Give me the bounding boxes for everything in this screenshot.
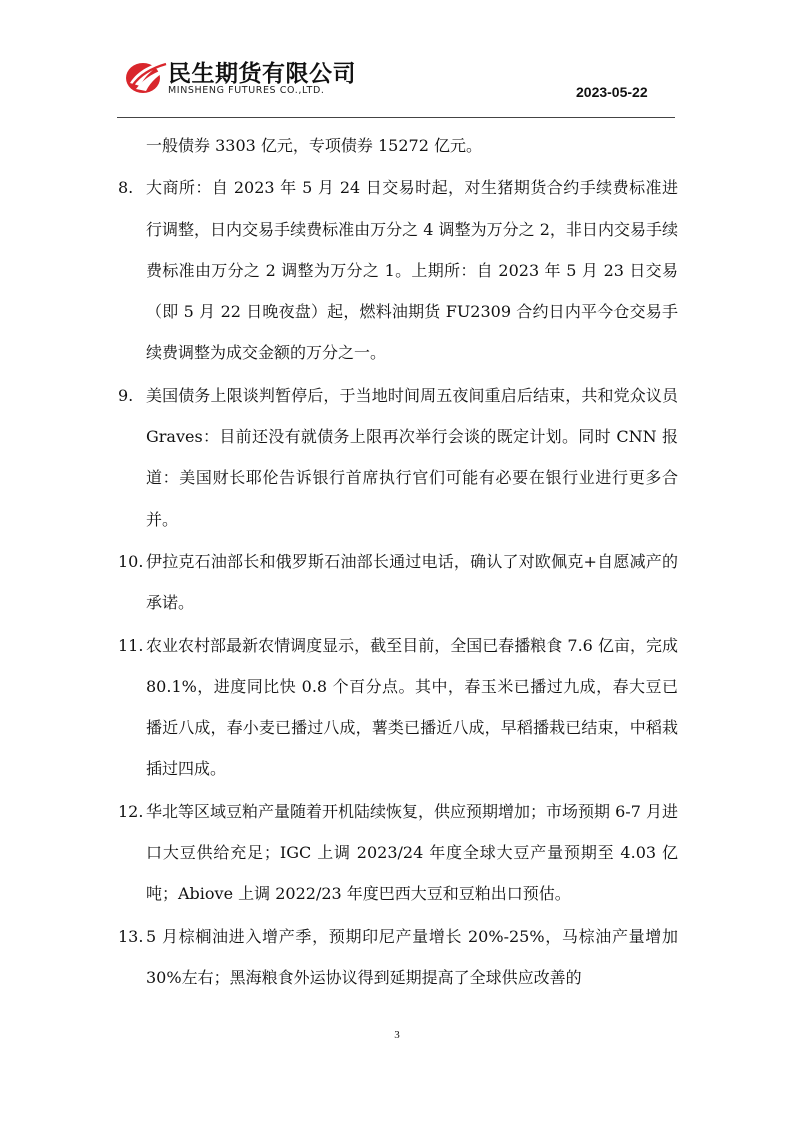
list-item-number: 8. bbox=[118, 178, 134, 198]
page-header bbox=[0, 0, 794, 120]
lead-paragraph: 一般债券 3303 亿元，专项债券 15272 亿元。 bbox=[146, 136, 482, 155]
list-item bbox=[118, 167, 678, 373]
list-item-text: 大商所：自 2023 年 5 月 24 日交易时起，对生猪期货合约手续费标准进行调整，日内交易手续费标准由万分之 4 调整为万分之 2，非日内交易手续费标准由万分之 2 调整为万分之 1。上期所：自 2023 年 5 月 23 日交易（即 5 月 22 日晚夜盘）起，燃料油期货 FU2309 合约日内平今仓交易手续费调整为成交金额的万分之一。 bbox=[146, 178, 678, 363]
list-item-number: 9. bbox=[118, 385, 134, 405]
list-item-text: 农业农村部最新农情调度显示，截至目前，全国已春播粮食 7.6 亿亩，完成 80.1%，进度同比快 0.8 个百分点。其中，春玉米已播过九成，春大豆已播近八成，春小麦已播过八成，薯类已播近八成，早稻播栽已结束，中稻栽插过四成。 bbox=[146, 635, 678, 779]
list-item bbox=[118, 541, 678, 624]
list-item-number: 13. bbox=[118, 926, 144, 946]
list-item-text: 华北等区域豆粕产量随着开机陆续恢复，供应预期增加；市场预期 6-7 月进口大豆供给充足；IGC 上调 2023/24 年度全球大豆产量预期至 4.03 亿吨；Abiove 上调 2022/23 年度巴西大豆和豆粕出口预估。 bbox=[146, 801, 678, 904]
header-divider bbox=[117, 117, 675, 118]
list-item bbox=[118, 791, 678, 915]
document-body bbox=[118, 125, 678, 998]
report-date: 2023-05-22 bbox=[576, 84, 648, 100]
list-item-text: 5 月棕榈油进入增产季，预期印尼产量增长 20%-25%，马棕油产量增加 30%左右；黑海粮食外运协议得到延期提高了全球供应改善的 bbox=[146, 926, 678, 987]
list-item bbox=[118, 916, 678, 999]
list-item bbox=[118, 625, 678, 790]
list-item-number: 12. bbox=[118, 801, 144, 821]
list-item bbox=[118, 375, 678, 540]
list-item-number: 10. bbox=[118, 551, 144, 571]
company-name-cn: 民生期货有限公司 bbox=[168, 61, 356, 87]
list-item-text: 美国债务上限谈判暂停后，于当地时间周五夜间重启后结束，共和党众议员 Graves：目前还没有就债务上限再次举行会谈的既定计划。同时 CNN 报道：美国财长耶伦告诉银行首席执行官们可能有必要在银行业进行更多合并。 bbox=[146, 385, 678, 529]
company-name-en: MINSHENG FUTURES CO.,LTD. bbox=[168, 85, 325, 96]
list-item-text: 伊拉克石油部长和俄罗斯石油部长通过电话，确认了对欧佩克+自愿减产的承诺。 bbox=[146, 551, 678, 613]
minsheng-logo-icon bbox=[124, 56, 170, 96]
list-item-number: 11. bbox=[118, 635, 144, 655]
page-number: 3 bbox=[394, 1029, 400, 1041]
